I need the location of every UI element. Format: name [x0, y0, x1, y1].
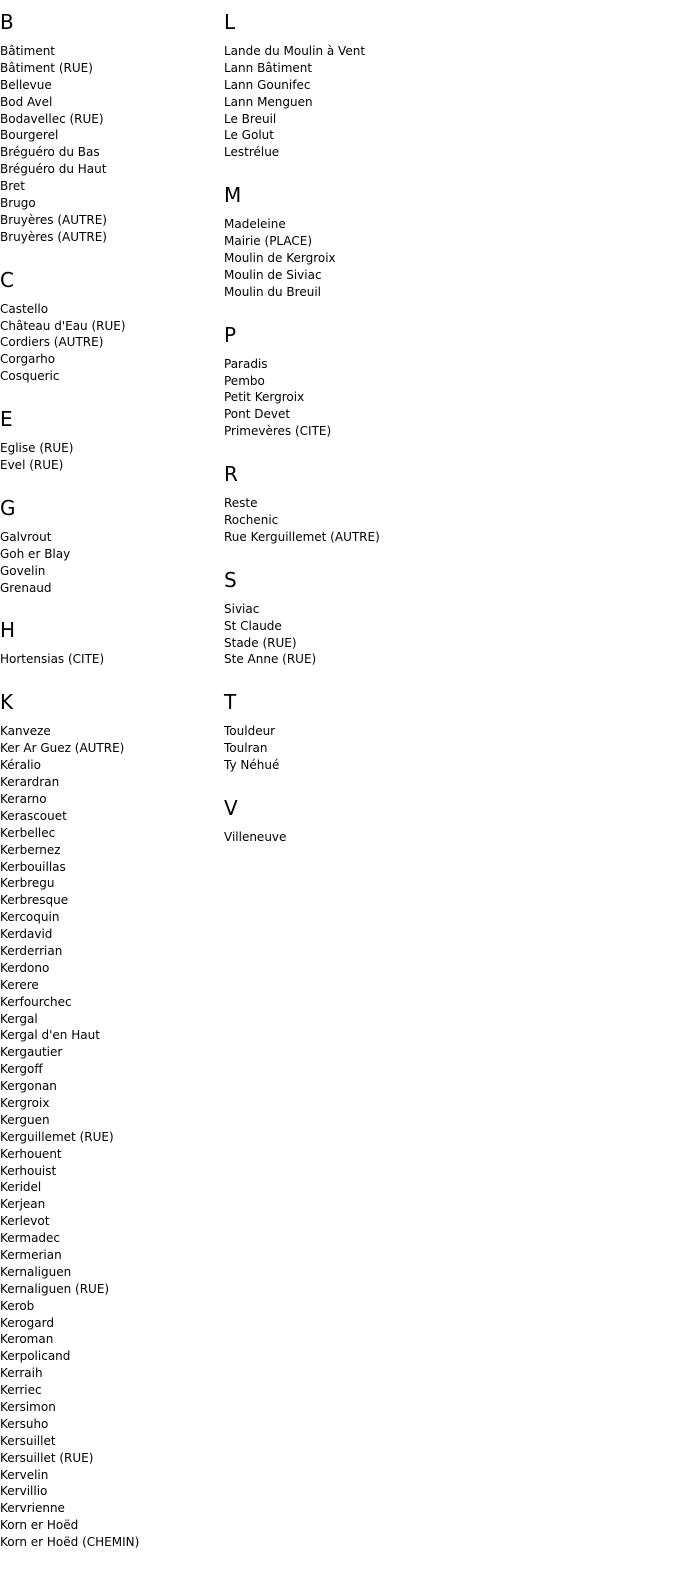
letter-heading: K	[0, 690, 14, 715]
street-link-moulin-du-breuil[interactable]: Moulin du Breuil	[224, 284, 321, 299]
street-link-lann-gounifec[interactable]: Lann Gounifec	[224, 77, 311, 92]
street-link-keralio[interactable]: Kéralio	[0, 758, 41, 773]
street-link-st-claude[interactable]: St Claude	[224, 618, 282, 633]
street-list	[224, 829, 524, 846]
street-list	[224, 723, 524, 774]
street-link-kervelin[interactable]: Kervelin	[0, 1467, 49, 1482]
street-link-kervrienne[interactable]: Kervrienne	[0, 1501, 65, 1516]
street-link-kerarno[interactable]: Kerarno	[0, 791, 47, 806]
street-link-le-breuil[interactable]: Le Breuil	[224, 111, 277, 126]
street-link-pembo[interactable]: Pembo	[224, 373, 265, 388]
street-link-kerbregu[interactable]: Kerbregu	[0, 876, 55, 891]
letter-heading: R	[224, 462, 238, 487]
street-link-kerbellec[interactable]: Kerbellec	[0, 825, 56, 840]
letter-section-p	[224, 322, 524, 440]
letter-section-r	[224, 461, 524, 546]
street-link-kerraih[interactable]: Kerraih	[0, 1366, 43, 1381]
street-link-kerlevot[interactable]: Kerlevot	[0, 1214, 50, 1229]
street-link-kergonan[interactable]: Kergonan	[0, 1079, 57, 1094]
street-list	[224, 216, 524, 300]
street-index-left-column	[0, 9, 220, 1551]
street-link-moulin-de-kergroix[interactable]: Moulin de Kergroix	[224, 251, 336, 266]
street-link-batiment-rue[interactable]: Bâtiment (RUE)	[0, 60, 93, 75]
street-link-kermadec[interactable]: Kermadec	[0, 1231, 61, 1246]
street-link-siviac[interactable]: Siviac	[224, 601, 260, 616]
street-link-touldeur[interactable]: Touldeur	[224, 724, 276, 739]
street-link-kerob[interactable]: Kerob	[0, 1298, 35, 1313]
street-link-kerfourchec[interactable]: Kerfourchec	[0, 994, 72, 1009]
street-link-eglise-rue[interactable]: Eglise (RUE)	[0, 441, 74, 456]
letter-heading: H	[0, 618, 16, 643]
letter-section-h	[0, 617, 220, 668]
street-link-bod-avel[interactable]: Bod Avel	[0, 94, 53, 109]
street-list	[224, 495, 524, 546]
street-list	[0, 529, 220, 597]
street-link-kerguen[interactable]: Kerguen	[0, 1112, 50, 1127]
street-link-goh-er-blay[interactable]: Goh er Blay	[0, 546, 71, 561]
street-link-paradis[interactable]: Paradis	[224, 356, 268, 371]
street-link-castello[interactable]: Castello	[0, 301, 49, 316]
street-link-kerjean[interactable]: Kerjean	[0, 1197, 46, 1212]
street-list	[0, 723, 220, 1551]
street-link-kerbernez[interactable]: Kerbernez	[0, 842, 61, 857]
street-link-ty-nehue[interactable]: Ty Néhué	[224, 758, 280, 773]
street-link-kerogard[interactable]: Kerogard	[0, 1315, 54, 1330]
street-link-breguero-du-bas[interactable]: Bréguéro du Bas	[0, 145, 100, 160]
street-link-hortensias-cite[interactable]: Hortensias (CITE)	[0, 652, 105, 667]
letter-heading: S	[224, 567, 237, 592]
street-link-kergoff[interactable]: Kergoff	[0, 1062, 43, 1077]
street-link-ste-anne-rue[interactable]: Ste Anne (RUE)	[224, 652, 317, 667]
street-link-kergal-d-en-haut[interactable]: Kergal d'en Haut	[0, 1028, 100, 1043]
street-link-korn-er-hoed-chemin[interactable]: Korn er Hoëd (CHEMIN)	[0, 1535, 140, 1550]
street-link-keroman[interactable]: Keroman	[0, 1332, 54, 1347]
letter-section-b	[0, 9, 220, 246]
street-link-bruyeres-autre[interactable]: Bruyères (AUTRE)	[0, 212, 107, 227]
street-link-kerdavid[interactable]: Kerdavid	[0, 927, 53, 942]
street-link-kerguillemet-rue[interactable]: Kerguillemet (RUE)	[0, 1129, 114, 1144]
street-link-kersuillet[interactable]: Kersuillet	[0, 1433, 56, 1448]
street-list	[0, 440, 220, 474]
street-link-bret[interactable]: Bret	[0, 179, 25, 194]
street-list	[224, 601, 524, 669]
letter-section-s	[224, 567, 524, 669]
letter-heading: C	[0, 267, 14, 292]
street-link-cordiers-autre[interactable]: Cordiers (AUTRE)	[0, 335, 104, 350]
street-link-kerhouent[interactable]: Kerhouent	[0, 1146, 62, 1161]
letter-section-e	[0, 406, 220, 474]
letter-heading: B	[0, 10, 14, 34]
letter-section-c	[0, 267, 220, 385]
street-link-chateau-d-eau-rue[interactable]: Château d'Eau (RUE)	[0, 318, 126, 333]
letter-section-t	[224, 689, 524, 774]
street-index-right-column	[224, 9, 524, 846]
street-link-kergautier[interactable]: Kergautier	[0, 1045, 63, 1060]
street-list	[0, 301, 220, 385]
letter-heading: G	[0, 495, 16, 520]
letter-section-k	[0, 689, 220, 1551]
street-link-kersimon[interactable]: Kersimon	[0, 1400, 56, 1414]
street-link-bellevue[interactable]: Bellevue	[0, 77, 52, 92]
street-link-stade-rue[interactable]: Stade (RUE)	[224, 635, 297, 650]
street-link-lann-batiment[interactable]: Lann Bâtiment	[224, 60, 313, 75]
street-link-lestrelue[interactable]: Lestrélue	[224, 145, 280, 160]
letter-heading: T	[224, 690, 237, 715]
street-link-moulin-de-siviac[interactable]: Moulin de Siviac	[224, 267, 322, 282]
street-link-galvrout[interactable]: Galvrout	[0, 529, 52, 544]
street-link-kerderrian[interactable]: Kerderrian	[0, 943, 63, 958]
street-link-keridel[interactable]: Keridel	[0, 1180, 42, 1195]
street-link-korn-er-hoed[interactable]: Korn er Hoëd	[0, 1518, 79, 1533]
letter-heading: P	[224, 322, 237, 347]
street-list	[0, 43, 220, 246]
letter-section-v	[224, 795, 524, 846]
street-link-kerardran[interactable]: Kerardran	[0, 775, 60, 790]
street-link-reste[interactable]: Reste	[224, 496, 258, 511]
street-link-corgarho[interactable]: Corgarho	[0, 352, 56, 367]
street-link-brugo[interactable]: Brugo	[0, 196, 36, 211]
street-link-primeveres-cite[interactable]: Primevères (CITE)	[224, 424, 332, 439]
street-link-ker-ar-guez-autre[interactable]: Ker Ar Guez (AUTRE)	[0, 741, 125, 756]
letter-heading: V	[224, 796, 238, 821]
street-link-evel-rue[interactable]: Evel (RUE)	[0, 458, 64, 473]
street-link-kernaliguen-rue[interactable]: Kernaliguen (RUE)	[0, 1281, 110, 1296]
street-link-kersuillet-rue[interactable]: Kersuillet (RUE)	[0, 1450, 94, 1465]
letter-section-l	[224, 9, 524, 161]
street-link-villeneuve[interactable]: Villeneuve	[224, 830, 287, 845]
street-link-kervillio[interactable]: Kervillio	[0, 1484, 48, 1499]
street-link-kergal[interactable]: Kergal	[0, 1011, 38, 1026]
street-link-le-golut[interactable]: Le Golut	[224, 128, 274, 143]
street-link-kerbresque[interactable]: Kerbresque	[0, 893, 69, 908]
street-link-bruyeres-autre[interactable]: Bruyères (AUTRE)	[0, 229, 107, 244]
street-link-mairie-place[interactable]: Mairie (PLACE)	[224, 234, 313, 249]
street-link-breguero-du-haut[interactable]: Bréguéro du Haut	[0, 162, 107, 177]
street-link-kerpolicand[interactable]: Kerpolicand	[0, 1349, 71, 1364]
letter-heading: M	[224, 183, 242, 208]
street-link-bourgerel[interactable]: Bourgerel	[0, 128, 59, 143]
street-list	[0, 651, 220, 668]
street-link-lande-du-moulin-a-vent[interactable]: Lande du Moulin à Vent	[224, 44, 366, 58]
street-link-govelin[interactable]: Govelin	[0, 563, 46, 578]
street-list	[224, 43, 524, 161]
street-link-batiment[interactable]: Bâtiment	[0, 44, 56, 58]
street-link-kanveze[interactable]: Kanveze	[0, 724, 51, 739]
street-link-madeleine[interactable]: Madeleine	[224, 217, 286, 232]
street-link-kerriec[interactable]: Kerriec	[0, 1383, 42, 1398]
street-link-kerascouet[interactable]: Kerascouet	[0, 808, 67, 823]
street-link-rue-kerguillemet-autre[interactable]: Rue Kerguillemet (AUTRE)	[224, 529, 380, 544]
street-link-kerbouillas[interactable]: Kerbouillas	[0, 859, 66, 874]
street-link-kersuho[interactable]: Kersuho	[0, 1416, 49, 1431]
street-link-pont-devet[interactable]: Pont Devet	[224, 407, 291, 422]
street-link-cosqueric[interactable]: Cosqueric	[0, 369, 60, 384]
street-link-kermerian[interactable]: Kermerian	[0, 1247, 62, 1262]
street-link-lann-menguen[interactable]: Lann Menguen	[224, 94, 313, 109]
street-link-toulran[interactable]: Toulran	[224, 741, 268, 756]
street-link-kernaliguen[interactable]: Kernaliguen	[0, 1264, 72, 1279]
street-link-kerdono[interactable]: Kerdono	[0, 960, 50, 975]
street-link-kercoquin[interactable]: Kercoquin	[0, 910, 60, 925]
street-link-kerere[interactable]: Kerere	[0, 977, 39, 992]
street-list	[224, 356, 524, 440]
letter-heading: L	[224, 10, 236, 34]
street-link-rochenic[interactable]: Rochenic	[224, 513, 279, 528]
letter-section-m	[224, 182, 524, 300]
street-link-petit-kergroix[interactable]: Petit Kergroix	[224, 390, 305, 405]
letter-heading: E	[0, 407, 13, 432]
letter-section-g	[0, 495, 220, 597]
street-link-kerhouist[interactable]: Kerhouist	[0, 1163, 57, 1178]
street-link-kergroix[interactable]: Kergroix	[0, 1095, 50, 1110]
street-link-grenaud[interactable]: Grenaud	[0, 580, 52, 595]
street-link-bodavellec-rue[interactable]: Bodavellec (RUE)	[0, 111, 104, 126]
